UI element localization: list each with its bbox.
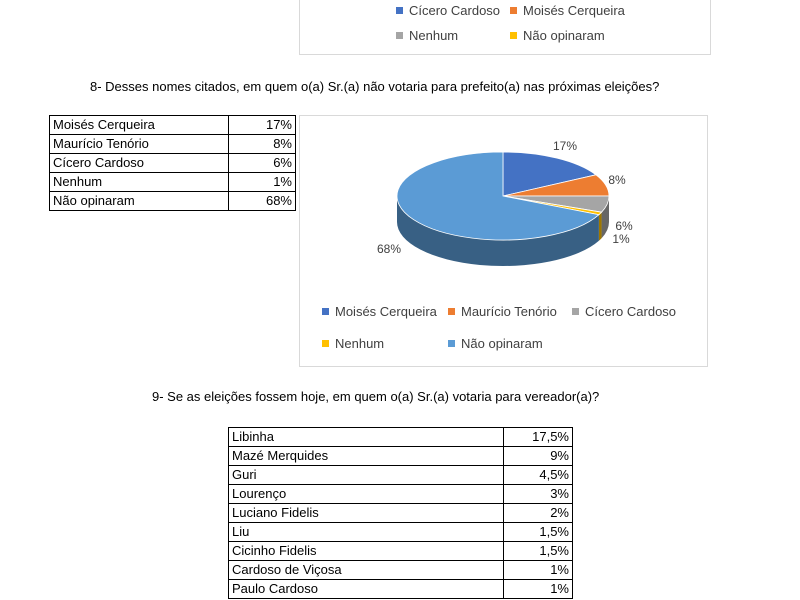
table-row [229,428,573,447]
legend-label: Maurício Tenório [461,304,557,319]
question-8-title: 8- Desses nomes citados, em quem o(a) Sr.(a) não votaria para prefeito(a) nas próximas eleições? [90,79,660,94]
table-cell-name: Lourenço [229,485,504,504]
table-cell-value: 3% [504,485,573,504]
table-row [50,135,296,154]
question-9-title: 9- Se as eleições fossem hoje, em quem o(a) Sr.(a) votaria para vereador(a)? [152,389,600,404]
pie-legend-item-moises-cerqueira [322,304,437,319]
q8-pie-chart [300,116,707,296]
pie-data-label: 1% [612,232,630,246]
q9-table [228,427,573,599]
table-row [50,173,296,192]
table-row [50,116,296,135]
table-row [50,192,296,211]
table-row [229,561,573,580]
legend-swatch [322,308,329,315]
pie-legend-item-cicero-cardoso [572,304,676,319]
table-row [50,154,296,173]
legend-item-moises-cerqueira [510,3,625,18]
table-row [229,504,573,523]
pie-legend-item-nao-opinaram [448,336,543,351]
legend-swatch [448,308,455,315]
table-cell-name: Mazé Merquides [229,447,504,466]
table-cell-value: 17% [229,116,296,135]
table-cell-value: 2% [504,504,573,523]
legend-swatch [572,308,579,315]
legend-label: Cícero Cardoso [409,3,501,18]
table-cell-name: Cicinho Fidelis [229,542,504,561]
table-cell-name: Não opinaram [50,192,229,211]
pie-data-label: 17% [552,139,578,153]
table-row [229,580,573,599]
pie-legend-item-mauricio-tenorio [448,304,557,319]
pie-data-label: 68% [376,242,402,256]
legend-label: Não opinaram [461,336,543,351]
pie-data-label: 8% [608,173,626,187]
table-cell-name: Cícero Cardoso [50,154,229,173]
table-cell-value: 1,5% [504,542,573,561]
table-cell-value: 1% [504,561,573,580]
table-cell-value: 6% [229,154,296,173]
table-cell-name: Luciano Fidelis [229,504,504,523]
table-cell-name: Moisés Cerqueira [50,116,229,135]
table-cell-name: Maurício Tenório [50,135,229,154]
table-cell-name: Guri [229,466,504,485]
table-row [229,523,573,542]
table-cell-name: Cardoso de Viçosa [229,561,504,580]
table-cell-name: Libinha [229,428,504,447]
table-cell-value: 8% [229,135,296,154]
q8-table [49,115,296,211]
table-cell-value: 4,5% [504,466,573,485]
pie-data-label: 6% [615,219,633,233]
table-cell-value: 1% [229,173,296,192]
legend-swatch [396,32,403,39]
legend-swatch [322,340,329,347]
table-cell-name: Liu [229,523,504,542]
table-row [229,447,573,466]
table-cell-name: Nenhum [50,173,229,192]
legend-swatch [510,32,517,39]
table-row [229,485,573,504]
table-row [229,466,573,485]
table-cell-value: 9% [504,447,573,466]
legend-swatch [448,340,455,347]
legend-swatch [396,7,403,14]
table-cell-value: 1,5% [504,523,573,542]
table-cell-value: 17,5% [504,428,573,447]
q8-pie-chart-box [299,115,708,367]
legend-label: Cícero Cardoso [585,304,677,319]
pie-legend-item-nenhum [322,336,384,351]
legend-label: Moisés Cerqueira [335,304,437,319]
legend-item-nenhum [396,28,458,43]
legend-item-nao-opinaram [510,28,605,43]
legend-label: Nenhum [409,28,459,43]
legend-label: Nenhum [335,336,385,351]
legend-swatch [510,7,517,14]
table-cell-name: Paulo Cardoso [229,580,504,599]
legend-label: Moisés Cerqueira [523,3,625,18]
table-row [229,542,573,561]
pie-slice-side [599,212,602,241]
table-cell-value: 1% [504,580,573,599]
legend-item-cicero-cardoso [396,3,500,18]
legend-label: Não opinaram [523,28,605,43]
top-chart-legend-box [299,0,711,55]
table-cell-value: 68% [229,192,296,211]
